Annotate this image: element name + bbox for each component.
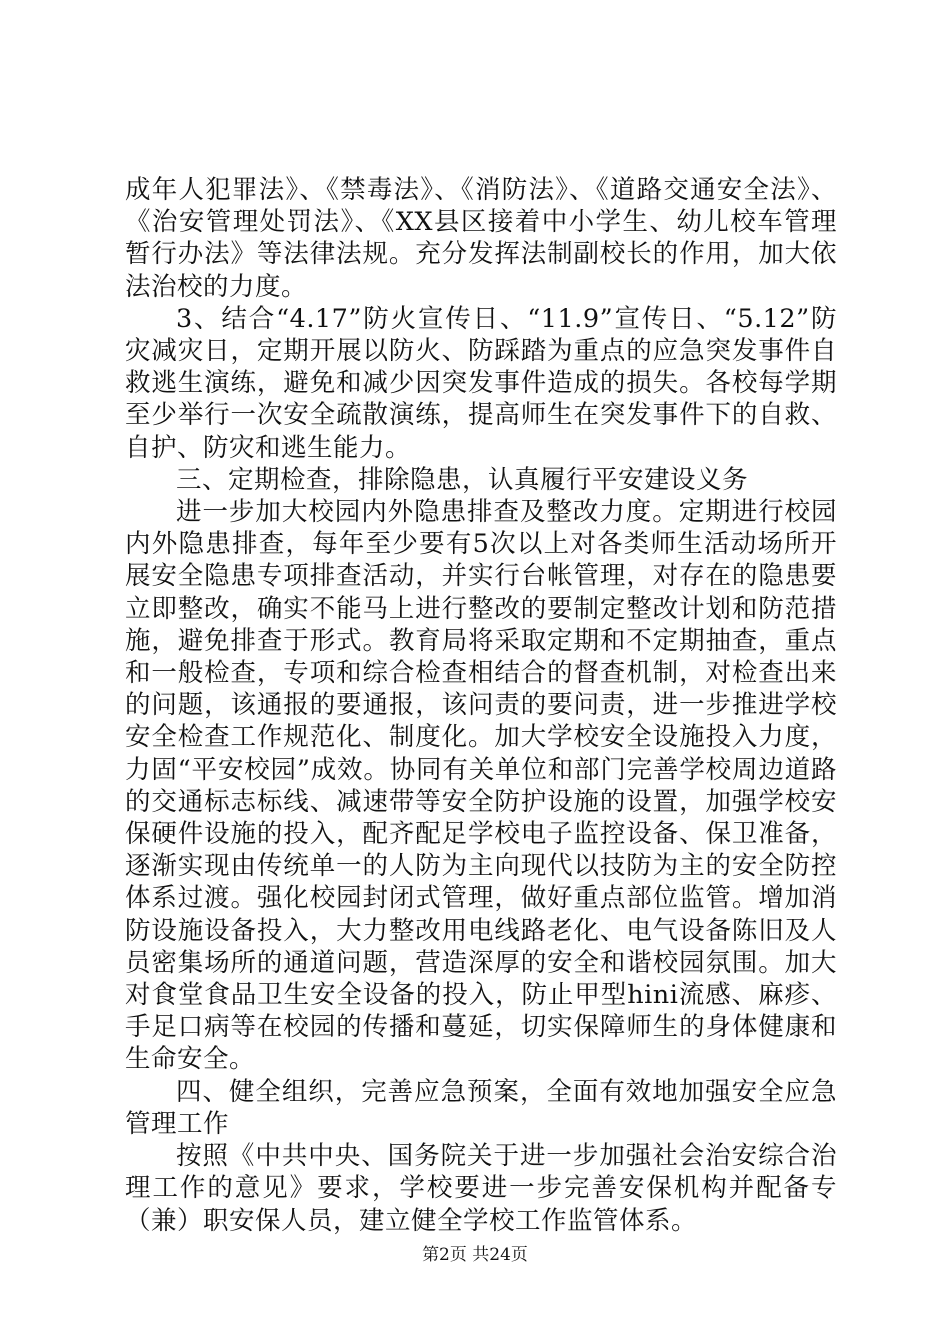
section-heading-3: 三、定期检查，排除隐患，认真履行平安建设义务	[176, 464, 749, 495]
page-number-footer: 第2页 共24页	[422, 1245, 528, 1265]
paragraph-continuation: 成年人犯罪法》、《禁毒法》、《消防法》、《道路交通安全法》、《治安管理处罚法》、《XX县区接着中小学生、幼儿校车管理暂行办法》等法律法规。充分发挥法制副校长的作用，加大依法治校的力度。	[125, 175, 837, 302]
paragraph-organization: 按照《中共中央、国务院关于进一步加强社会治安综合治理工作的意见》要求，学校要进一步完善安保机构并配备专（兼）职安保人员，建立健全学校工作监管体系。	[125, 1141, 837, 1236]
paragraph-inspection: 进一步加大校园内外隐患排查及整改力度。定期进行校园内外隐患排查，每年至少要有5次以上对各类师生活动场所开展安全隐患专项排查活动，并实行台帐管理，对存在的隐患要立即整改，确实不能马上进行整改的要制定整改计划和防范措施，避免排查于形式。教育局将采取定期和不定期抽查，重点和一般检查，专项和综合检查相结合的督查机制，对检查出来的问题，该通报的要通报，该问责的要问责，进一步推进学校安全检查工作规范化、制度化。加大学校安全设施投入力度，力固“平安校园”成效。协同有关单位和部门完善学校周边道路的交通标志标线、减速带等安全防护设施的设置，加强学校安保硬件设施的投入，配齐配足学校电子监控设备、保卫准备，逐渐实现由传统单一的人防为主向现代以技防为主的安全防控体系过渡。强化校园封闭式管理，做好重点部位监管。增加消防设施设备投入，大力整改用电线路老化、电气设备陈旧及人员密集场所的通道问题，营造深厚的安全和谐校园氛围。加大对食堂食品卫生安全设备的投入，防止甲型hini流感、麻疹、手足口病等在校园的传播和蔓延，切实保障师生的身体健康和生命安全。	[125, 497, 837, 1075]
paragraph-drill-item-3: 3、结合“4.17”防火宣传日、“11.9”宣传日、“5.12”防灾减灾日，定期开展以防火、防踩踏为重点的应急突发事件自救逃生演练，避免和减少因突发事件造成的损失。各校每学期至少举行一次安全疏散演练，提高师生在突发事件下的自救、自护、防灾和逃生能力。	[125, 303, 837, 463]
document-body	[125, 174, 837, 1237]
section-heading-4: 四、健全组织，完善应急预案，全面有效地加强安全应急管理工作	[125, 1076, 837, 1139]
